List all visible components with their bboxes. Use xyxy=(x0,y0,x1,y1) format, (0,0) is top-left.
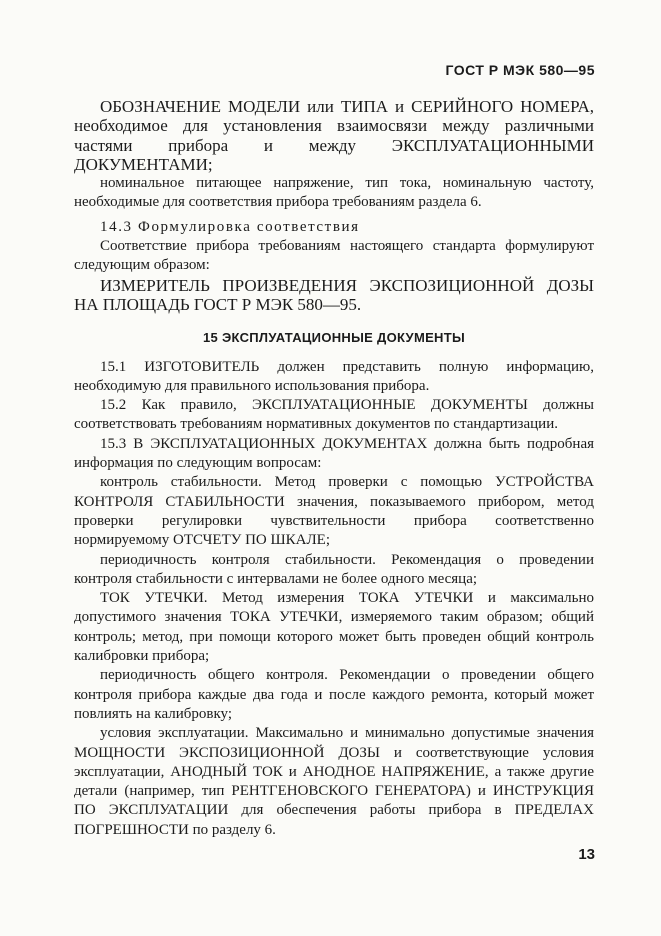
item-operating-conditions: условия эксплуатации. Максимально и минимально допустимые значения МОЩНОСТИ ЭКСПОЗИЦИОННОЙ ДОЗЫ и соответствующие условия эксплуатации, АНОДНЫЙ ТОК и АНОДНОЕ НАПРЯЖЕНИЕ, а также другие детали (например, тип РЕНТГЕНОВСКОГО ГЕНЕРАТОРА) и ИНСТРУКЦИЯ ПО ЭКСПЛУАТАЦИИ для обеспечения работы прибора в ПРЕДЕЛАХ ПОГРЕШНОСТИ по разделу 6. xyxy=(74,725,594,838)
clause-14-3-heading: 14.3 Формулировка соответствия xyxy=(100,218,360,235)
clause-15-3: 15.3 В ЭКСПЛУАТАЦИОННЫХ ДОКУМЕНТАХ должна быть подробная информация по следующим вопросам: xyxy=(74,435,594,472)
paragraph-conformity-statement: Соответствие прибора требованиям настоящего стандарта формулируют следующим образом: xyxy=(74,238,594,274)
clause-15-1: 15.1 ИЗГОТОВИТЕЛЬ должен представить полную информацию, необходимую для правильного использования прибора. xyxy=(74,358,594,394)
item-stability-periodicity: периодичность контроля стабильности. Рекомендация о проведении контроля стабильности с интервалами не более одного месяца; xyxy=(74,551,594,587)
item-leakage-current: ТОК УТЕЧКИ. Метод измерения ТОКА УТЕЧКИ и максимально допустимого значения ТОКА УТЕЧКИ, измеряемого таким образом; общий контроль; метод, при помощи которого может быть проведен общий контроль калибровки прибора; xyxy=(74,590,594,665)
clause-15-2: 15.2 Как правило, ЭКСПЛУАТАЦИОННЫЕ ДОКУМЕНТЫ должны соответствовать требованиям нормативных документов по стандартизации. xyxy=(74,397,594,433)
standard-header: ГОСТ Р МЭК 580—95 xyxy=(445,62,595,78)
item-stability-check: контроль стабильности. Метод проверки с помощью УСТРОЙСТВА КОНТРОЛЯ СТАБИЛЬНОСТИ значения, показываемого прибором, метод проверки регулировки чувствительности прибора соответственно нормируемому ОТСЧЕТУ ПО ШКАЛЕ; xyxy=(74,474,594,549)
item-general-check-periodicity: периодичность общего контроля. Рекомендации о проведении общего контроля прибора каждые два года и после каждого ремонта, который может повлиять на калибровку; xyxy=(74,667,594,722)
document-body xyxy=(74,97,594,840)
page-number: 13 xyxy=(578,846,595,863)
paragraph-conformity-formula: ИЗМЕРИТЕЛЬ ПРОИЗВЕДЕНИЯ ЭКСПОЗИЦИОННОЙ ДОЗЫ НА ПЛОЩАДЬ ГОСТ Р МЭК 580—95. xyxy=(74,275,594,314)
section-15-title: 15 ЭКСПЛУАТАЦИОННЫЕ ДОКУМЕНТЫ xyxy=(202,330,465,346)
paragraph-model-designation: ОБОЗНАЧЕНИЕ МОДЕЛИ или ТИПА и СЕРИЙНОГО НОМЕРА, необходимое для установления взаимосвязи между различными частями прибора и между ЭКСПЛУАТАЦИОННЫМИ ДОКУМЕНТАМИ; xyxy=(74,97,594,174)
paragraph-supply-voltage: номинальное питающее напряжение, тип тока, номинальную частоту, необходимые для соответствия прибора требованиям раздела 6. xyxy=(74,175,594,211)
